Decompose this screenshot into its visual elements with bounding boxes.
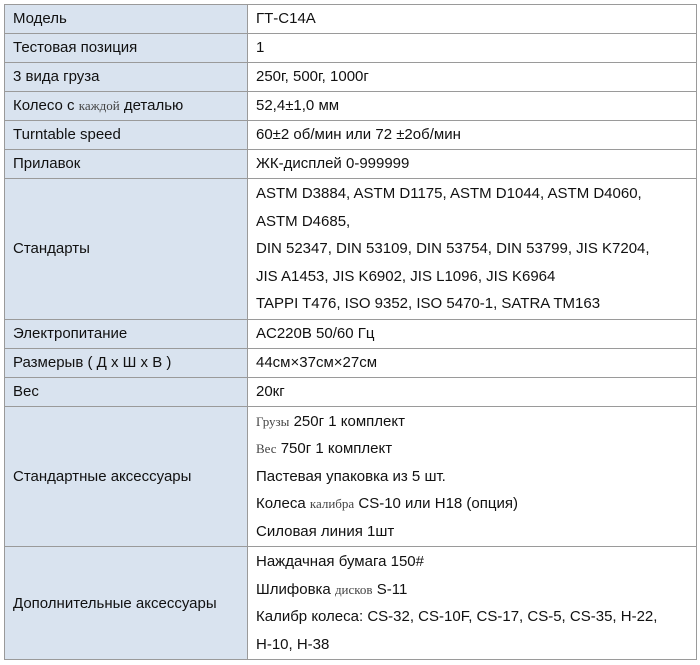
accessory-line <box>256 435 688 463</box>
text-small: дисков <box>334 581 373 597</box>
row-label: 3 вида груза <box>5 63 248 92</box>
row-value: 60±2 об/мин или 72 ±2об/мин <box>248 121 697 150</box>
row-label: Вес <box>5 377 248 406</box>
text-small: Вес <box>256 441 277 456</box>
accessory-line <box>256 408 688 436</box>
table-row-load-types <box>5 63 697 92</box>
text-part: Колеса <box>256 495 310 512</box>
row-value: ГТ-С14А <box>248 5 697 34</box>
text-part: 750г 1 комплект <box>276 440 393 457</box>
table-row-standards <box>5 179 697 320</box>
table-row-model <box>5 5 697 34</box>
label-part-small: каждой <box>78 98 120 113</box>
table-row-weight <box>5 377 697 406</box>
text-part: S-11 <box>372 580 408 598</box>
standards-line: ASTM D4685, <box>256 212 351 230</box>
accessory-line: Пастевая упаковка из 5 шт. <box>256 467 446 485</box>
accessory-line: Калибр колеса: CS-32, CS-10F, CS-17, CS-5, CS-35, H-22, <box>256 608 658 625</box>
row-value: AC220B 50/60 Гц <box>248 319 697 348</box>
table-row-dimensions <box>5 348 697 377</box>
accessory-line <box>256 576 688 604</box>
accessory-line: Силовая линия 1шт <box>256 522 395 540</box>
row-label <box>5 92 248 121</box>
accessory-line: Наждачная бумага 150# <box>256 553 424 570</box>
row-label: Электропитание <box>5 319 248 348</box>
row-value: 20кг <box>248 377 697 406</box>
text-small: калибра <box>309 496 355 511</box>
standards-line: DIN 52347, DIN 53109, DIN 53754, DIN 53799, JIS K7204, <box>256 240 650 257</box>
row-label: Тестовая позиция <box>5 34 248 63</box>
row-label: Прилавок <box>5 150 248 179</box>
row-value: 52,4±1,0 мм <box>248 92 697 121</box>
standards-line: JIS A1453, JIS K6902, JIS L1096, JIS K6964 <box>256 267 556 285</box>
table-row-optional-accessories <box>5 547 697 660</box>
row-value <box>248 547 697 660</box>
text-part: Шлифовка <box>256 580 335 598</box>
standards-line: ASTM D3884, ASTM D1175, ASTM D1044, ASTM D4060, <box>256 185 642 202</box>
text-part: 250г 1 комплект <box>289 412 405 430</box>
label-part: деталью <box>119 97 184 114</box>
table-row-turntable-speed <box>5 121 697 150</box>
table-row-power <box>5 319 697 348</box>
standards-line: TAPPI T476, ISO 9352, ISO 5470-1, SATRA TM163 <box>256 295 601 312</box>
table-row-standard-accessories <box>5 406 697 547</box>
row-value: 1 <box>248 34 697 63</box>
row-value: 250г, 500г, 1000г <box>248 63 697 92</box>
row-value: ЖК-дисплей 0-999999 <box>248 150 697 179</box>
text-small: Грузы <box>256 413 290 429</box>
row-value <box>248 406 697 547</box>
row-label: Turntable speed <box>5 121 248 150</box>
table-row-test-position <box>5 34 697 63</box>
table-row-counter <box>5 150 697 179</box>
row-label: Дополнительные аксессуары <box>5 547 248 660</box>
table-row-wheel <box>5 92 697 121</box>
row-label: Стандартные аксессуары <box>5 406 248 547</box>
specifications-table <box>4 4 697 660</box>
row-value: 44см×37см×27см <box>248 348 697 377</box>
text-part: CS-10 или H18 (опция) <box>354 495 518 512</box>
row-label: Размерыв ( Д х Ш х В ) <box>5 348 248 377</box>
label-part: Колесо с <box>13 97 79 114</box>
row-label: Стандарты <box>5 179 248 320</box>
accessory-line: H-10, H-38 <box>256 635 330 653</box>
row-label: Модель <box>5 5 248 34</box>
accessory-line <box>256 490 688 518</box>
row-value <box>248 179 697 320</box>
